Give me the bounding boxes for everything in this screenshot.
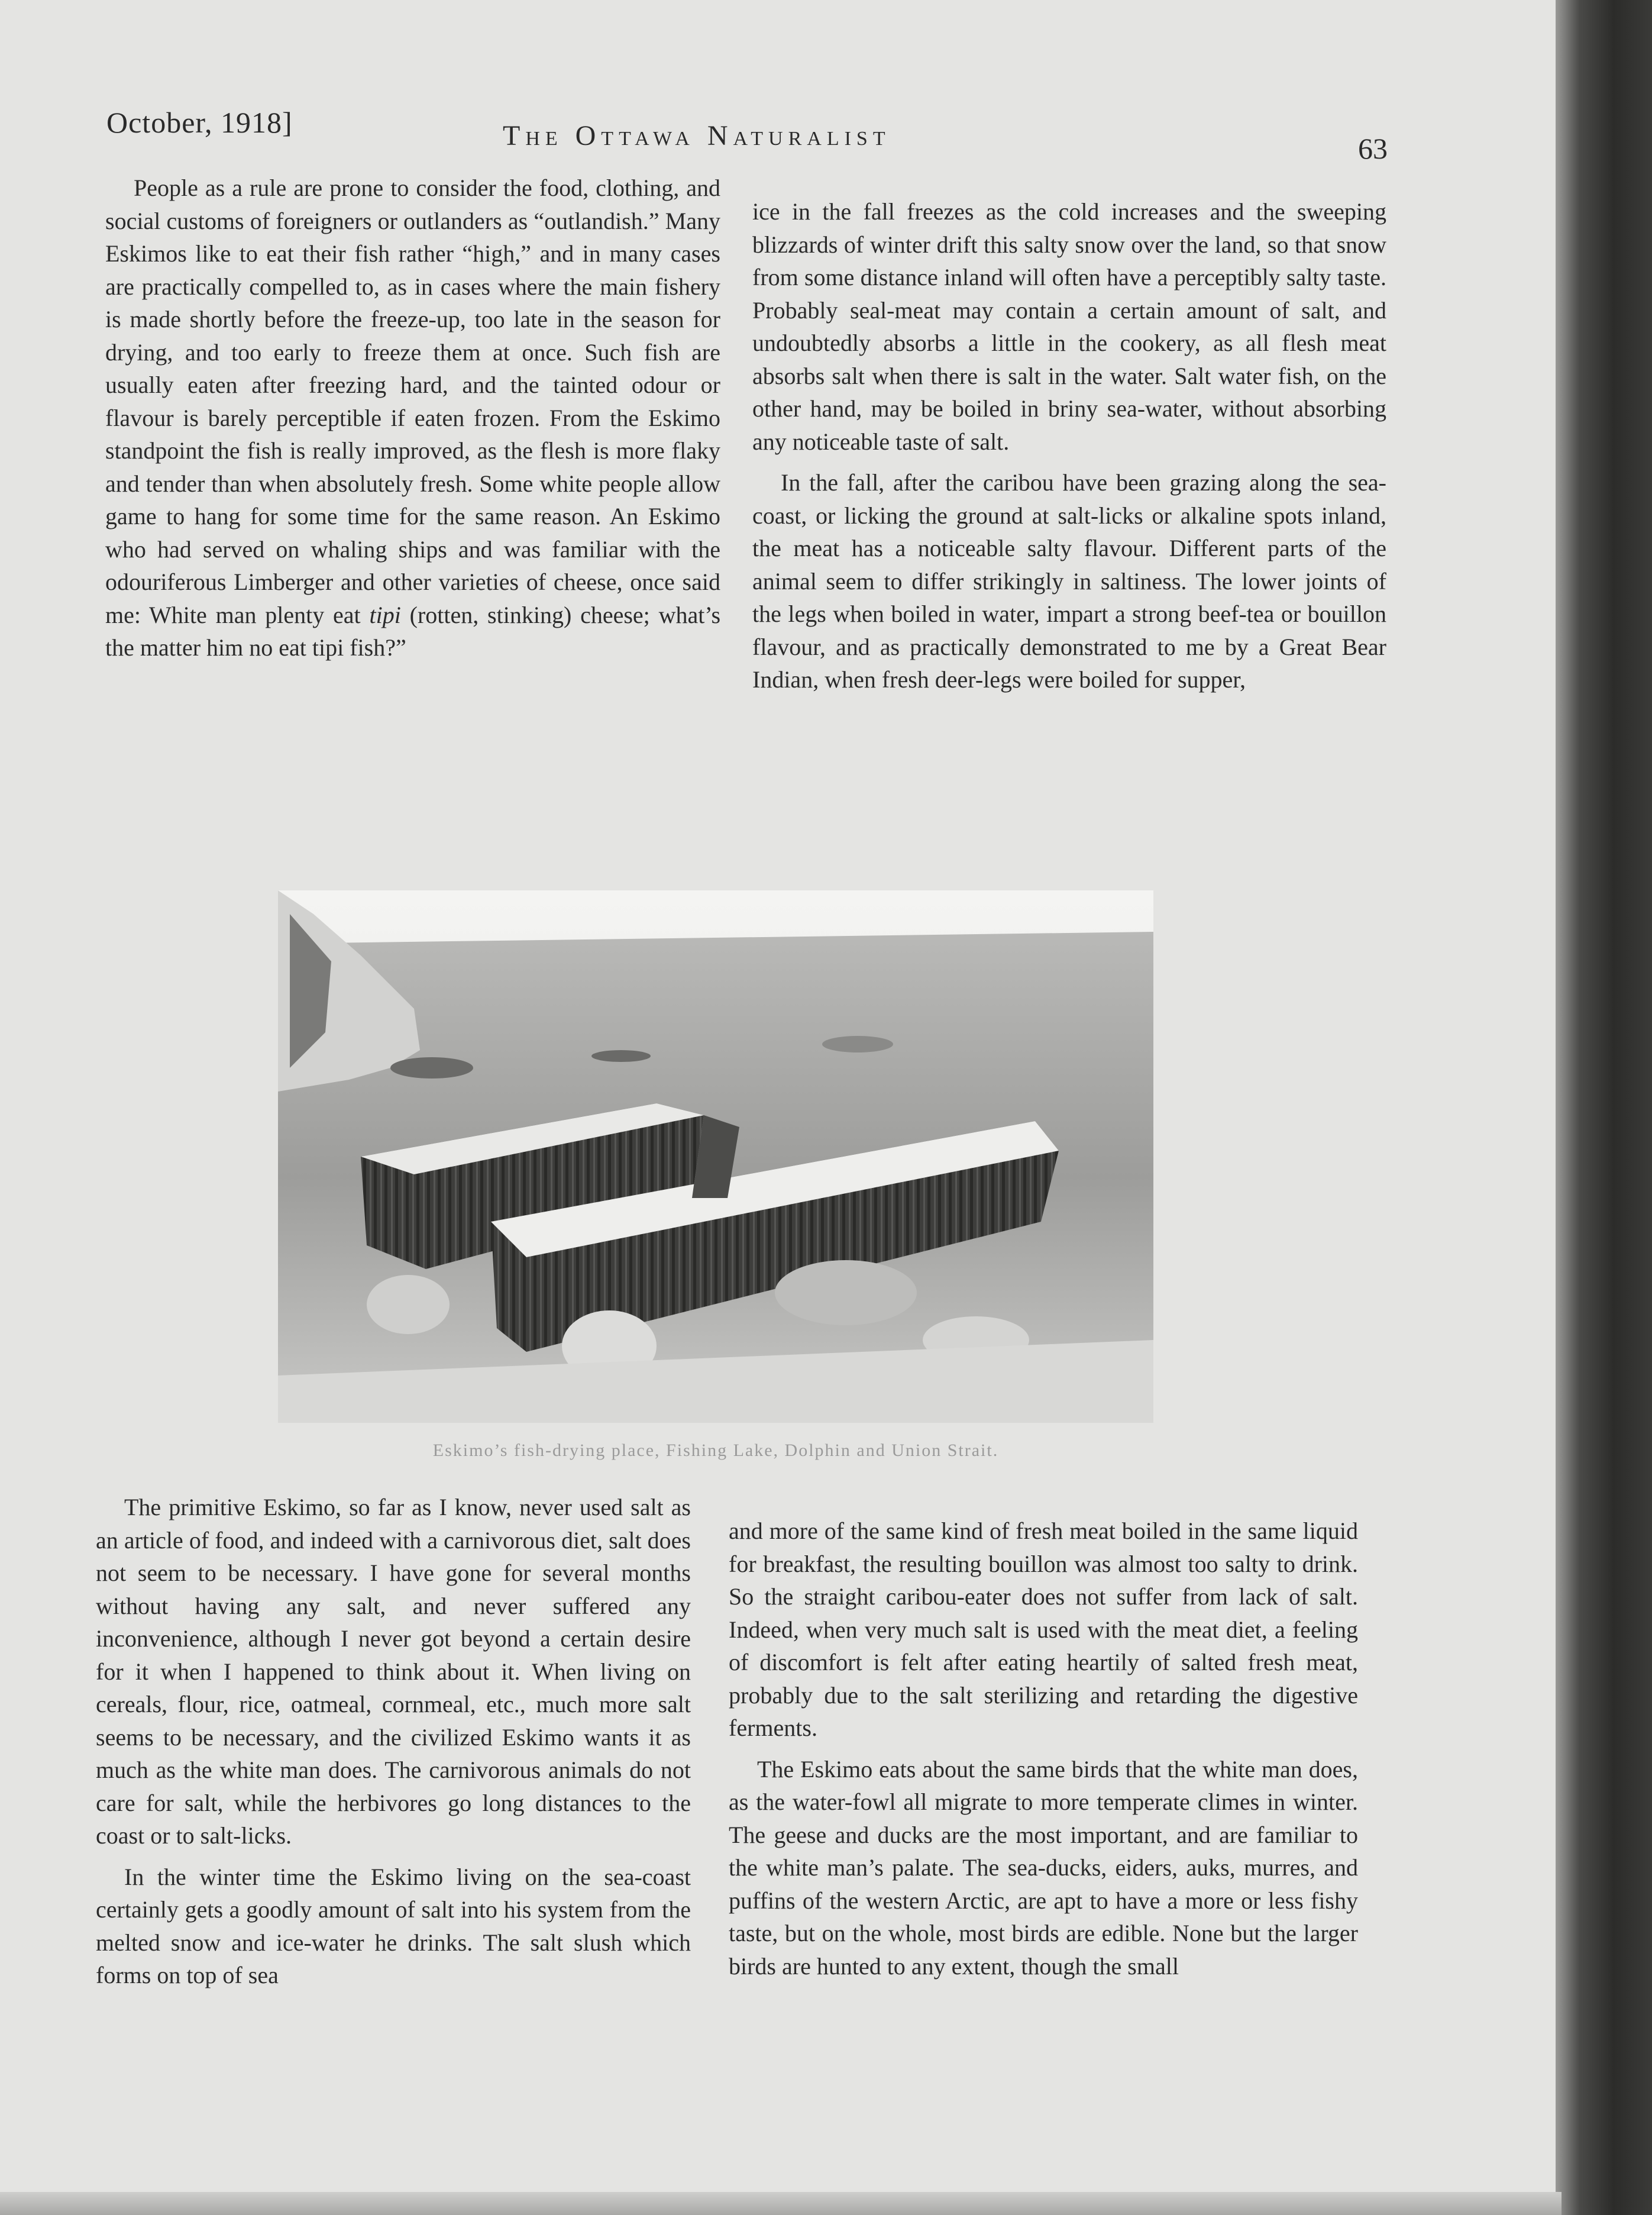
header-journal-title: The Ottawa Naturalist	[503, 120, 891, 151]
paragraph: In the fall, after the caribou have been grazing along the sea-coast, or licking the ground at salt-licks or alkaline spots inland, the meat has a noticeable salty flavour. Different parts of the animal seem to differ strikingly in saltiness. The lower joints of the legs when boiled in water, impart a strong beef-tea or bouillon flavour, and as practically demonstrated to me by a Great Bear Indian, when fresh deer-legs were boiled for supper,	[752, 469, 1386, 693]
column-bottom-right	[729, 1515, 1358, 1982]
header-date: October, 1918]	[106, 106, 293, 139]
text-run: (rotten, stinking) cheese; what’s the matter him no eat tipi fish?”	[105, 601, 721, 661]
figure-caption: Eskimo’s fish-drying place, Fishing Lake, Dolphin and Union Strait.	[432, 1441, 999, 1460]
fish-drying-photo	[278, 890, 1153, 1423]
text-run: People as a rule are prone to consider the food, clothing, and social customs of foreigners or outlanders as “outlandish.” Many Eskimos like to eat their fish rather “high,” and in many cases are practically compelled to, as in cases where the main fishery is made shortly before the freeze-up, too late in the season for drying, and too early to freeze them at once. Such fish are usually eaten after freezing hard, and the tainted odour or flavour is barely perceptible if eaten frozen. From the Eskimo standpoint the fish is really improved, as the flesh is more flaky and tender than when absolutely fresh. Some white people allow game to hang for some time for the same reason. An Eskimo who had served on whaling ships and was familiar with the odouriferous Limberger and other varieties of cheese, once said me: White man plenty eat	[105, 175, 720, 628]
italic-term: tipi	[369, 601, 401, 628]
paragraph	[105, 172, 720, 664]
column-bottom-left	[96, 1491, 691, 1992]
paragraph: In the winter time the Eskimo living on the sea-coast certainly gets a goodly amount of salt into his system from the melted snow and ice-water he drinks. The salt slush which forms on top of sea	[96, 1863, 691, 1988]
paragraph: ice in the fall freezes as the cold increases and the sweeping blizzards of winter drift this salty snow over the land, so that snow from some distance inland will often have a perceptibly salty taste. Probably seal-meat may contain a certain amount of salt, and undoubtedly absorbs a little in the cookery, as all flesh meat absorbs salt when there is salt in the water. Salt water fish, on the other hand, may be boiled in briny sea-water, without absorbing any noticeable taste of salt.	[752, 198, 1386, 455]
paragraph: The primitive Eskimo, so far as I know, never used salt as an article of food, and indeed with a carnivorous diet, salt does not seem to be necessary. I have gone for several months without having any salt, and never suffered any inconvenience, although I never got beyond a certain desire for it when I happened to think about it. When living on cereals, flour, rice, oatmeal, cornmeal, etc., much more salt seems to be necessary, and the civilized Eskimo wants it as much as the white man does. The carnivorous animals do not care for salt, while the herbivores go long distances to the coast or to salt-licks.	[96, 1494, 691, 1849]
column-top-right	[752, 195, 1386, 696]
page-number: 63	[1358, 132, 1388, 165]
paragraph: and more of the same kind of fresh meat boiled in the same liquid for breakfast, the resulting bouillon was almost too salty to drink. So the straight caribou-eater does not suffer from lack of salt. Indeed, when very much salt is used with the meat diet, a feeling of discomfort is felt after eating heartily of salted fresh meat, probably due to the salt sterilizing and retarding the digestive ferments.	[729, 1517, 1358, 1741]
scanner-dark-edge	[1556, 0, 1652, 2215]
paragraph: The Eskimo eats about the same birds that the white man does, as the water-fowl all migrate to more temperate climes in winter. The geese and ducks are the most important, and are familiar to the white man’s palate. The sea-ducks, eiders, auks, murres, and puffins of the western Arctic, are apt to have a more or less fishy taste, but on the whole, most birds are edible. None but the larger birds are hunted to any extent, though the small	[729, 1755, 1358, 1980]
column-top-left	[105, 172, 720, 664]
scanner-bottom-edge	[0, 2192, 1562, 2215]
